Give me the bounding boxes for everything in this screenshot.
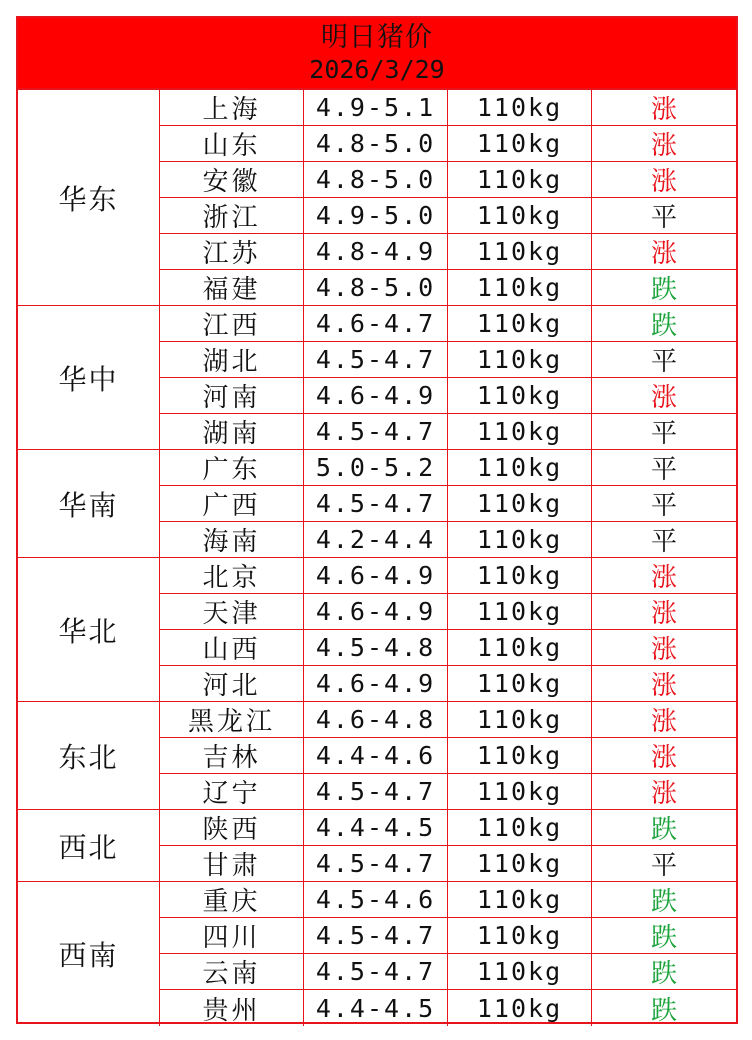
table-row [160, 126, 736, 162]
trend-cell: 跌 [592, 882, 736, 918]
trend-cell: 平 [592, 486, 736, 522]
province-cell: 辽宁 [160, 774, 304, 810]
region-cell: 西南 [18, 882, 160, 1026]
trend-cell: 跌 [592, 270, 736, 306]
price-cell: 4.6-4.9 [304, 666, 448, 702]
table-row [160, 846, 736, 882]
table-row [160, 882, 736, 918]
weight-cell: 110kg [448, 450, 592, 486]
province-cell: 山西 [160, 630, 304, 666]
price-cell: 4.6-4.9 [304, 594, 448, 630]
weight-cell: 110kg [448, 486, 592, 522]
weight-cell: 110kg [448, 774, 592, 810]
table-row [160, 90, 736, 126]
trend-cell: 平 [592, 342, 736, 378]
weight-cell: 110kg [448, 342, 592, 378]
trend-cell: 涨 [592, 90, 736, 126]
table-row [160, 558, 736, 594]
price-cell: 4.8-5.0 [304, 126, 448, 162]
province-cell: 黑龙江 [160, 702, 304, 738]
province-cell: 河南 [160, 378, 304, 414]
province-cell: 四川 [160, 918, 304, 954]
region-cell: 华南 [18, 450, 160, 558]
weight-cell: 110kg [448, 846, 592, 882]
trend-cell: 跌 [592, 918, 736, 954]
trend-cell: 涨 [592, 126, 736, 162]
price-cell: 4.6-4.7 [304, 306, 448, 342]
province-cell: 重庆 [160, 882, 304, 918]
province-cell: 广东 [160, 450, 304, 486]
price-cell: 4.6-4.9 [304, 378, 448, 414]
trend-cell: 平 [592, 198, 736, 234]
table-row [160, 270, 736, 306]
price-cell: 4.4-4.5 [304, 810, 448, 846]
trend-cell: 涨 [592, 630, 736, 666]
trend-cell: 涨 [592, 738, 736, 774]
province-cell: 上海 [160, 90, 304, 126]
province-cell: 贵州 [160, 990, 304, 1026]
region-cell: 东北 [18, 702, 160, 810]
province-cell: 海南 [160, 522, 304, 558]
province-cell: 福建 [160, 270, 304, 306]
weight-cell: 110kg [448, 126, 592, 162]
province-cell: 河北 [160, 666, 304, 702]
price-cell: 4.5-4.7 [304, 954, 448, 990]
province-cell: 江苏 [160, 234, 304, 270]
trend-cell: 涨 [592, 702, 736, 738]
table-row [160, 198, 736, 234]
weight-cell: 110kg [448, 594, 592, 630]
price-cell: 4.5-4.7 [304, 918, 448, 954]
weight-cell: 110kg [448, 954, 592, 990]
province-cell: 吉林 [160, 738, 304, 774]
price-cell: 4.8-4.9 [304, 234, 448, 270]
trend-cell: 平 [592, 450, 736, 486]
price-table [16, 16, 738, 1024]
price-cell: 4.5-4.7 [304, 486, 448, 522]
table-row [160, 702, 736, 738]
region-cell: 华北 [18, 558, 160, 702]
trend-cell: 涨 [592, 234, 736, 270]
table-row [160, 666, 736, 702]
weight-cell: 110kg [448, 378, 592, 414]
province-cell: 陕西 [160, 810, 304, 846]
table-row [160, 486, 736, 522]
price-cell: 4.5-4.7 [304, 774, 448, 810]
province-cell: 云南 [160, 954, 304, 990]
province-cell: 江西 [160, 306, 304, 342]
province-cell: 浙江 [160, 198, 304, 234]
weight-cell: 110kg [448, 666, 592, 702]
province-cell: 湖北 [160, 342, 304, 378]
price-cell: 4.5-4.6 [304, 882, 448, 918]
price-cell: 4.8-5.0 [304, 270, 448, 306]
province-cell: 甘肃 [160, 846, 304, 882]
weight-cell: 110kg [448, 810, 592, 846]
weight-cell: 110kg [448, 414, 592, 450]
table-row [160, 450, 736, 486]
trend-cell: 涨 [592, 774, 736, 810]
price-cell: 4.2-4.4 [304, 522, 448, 558]
trend-cell: 平 [592, 846, 736, 882]
price-cell: 4.5-4.7 [304, 414, 448, 450]
weight-cell: 110kg [448, 270, 592, 306]
table-row [160, 378, 736, 414]
table-row [160, 810, 736, 846]
province-cell: 安徽 [160, 162, 304, 198]
region-cell: 华东 [18, 90, 160, 306]
table-row [160, 414, 736, 450]
weight-cell: 110kg [448, 306, 592, 342]
province-cell: 山东 [160, 126, 304, 162]
trend-cell: 跌 [650, 995, 677, 1026]
weight-cell: 110kg [448, 162, 592, 198]
table-row [160, 630, 736, 666]
price-cell: 5.0-5.2 [304, 450, 448, 486]
trend-cell: 涨 [592, 162, 736, 198]
price-cell: 4.4-4.6 [304, 738, 448, 774]
price-cell: 4.8-5.0 [304, 162, 448, 198]
trend-cell: 涨 [592, 594, 736, 630]
region-cell: 华中 [18, 306, 160, 450]
weight-cell: 110kg [448, 882, 592, 918]
page-title: 明日猪价 [321, 22, 433, 53]
weight-cell: 110kg [448, 90, 592, 126]
trend-cell: 跌 [592, 954, 736, 990]
table-row [160, 594, 736, 630]
table-row [160, 774, 736, 810]
province-cell: 广西 [160, 486, 304, 522]
price-cell: 4.5-4.7 [304, 846, 448, 882]
weight-cell: 110kg [448, 738, 592, 774]
trend-cell: 跌 [592, 306, 736, 342]
table-row [160, 990, 736, 1026]
trend-cell: 涨 [592, 378, 736, 414]
province-cell: 湖南 [160, 414, 304, 450]
price-cell: 4.4-4.5 [304, 990, 448, 1026]
price-cell: 4.9-5.1 [304, 90, 448, 126]
weight-cell: 110kg [448, 558, 592, 594]
province-cell: 北京 [160, 558, 304, 594]
weight-cell: 110kg [448, 990, 592, 1026]
trend-cell: 平 [592, 522, 736, 558]
table-row [160, 738, 736, 774]
weight-cell: 110kg [448, 918, 592, 954]
trend-cell: 平 [592, 414, 736, 450]
trend-cell: 涨 [592, 666, 736, 702]
table-row [160, 162, 736, 198]
table-row [160, 954, 736, 990]
price-cell: 4.9-5.0 [304, 198, 448, 234]
price-cell: 4.5-4.8 [304, 630, 448, 666]
table-row [160, 306, 736, 342]
date-label: 2026/3/29 [309, 55, 445, 84]
table-row [160, 522, 736, 558]
table-row [160, 918, 736, 954]
trend-cell: 跌 [592, 810, 736, 846]
weight-cell: 110kg [448, 522, 592, 558]
table-header [18, 18, 736, 90]
price-cell: 4.6-4.9 [304, 558, 448, 594]
price-cell: 4.5-4.7 [304, 342, 448, 378]
region-cell: 西北 [18, 810, 160, 882]
weight-cell: 110kg [448, 198, 592, 234]
weight-cell: 110kg [448, 630, 592, 666]
trend-cell: 涨 [592, 558, 736, 594]
price-cell: 4.6-4.8 [304, 702, 448, 738]
province-cell: 天津 [160, 594, 304, 630]
weight-cell: 110kg [448, 234, 592, 270]
table-row [160, 342, 736, 378]
table-row [160, 234, 736, 270]
weight-cell: 110kg [448, 702, 592, 738]
